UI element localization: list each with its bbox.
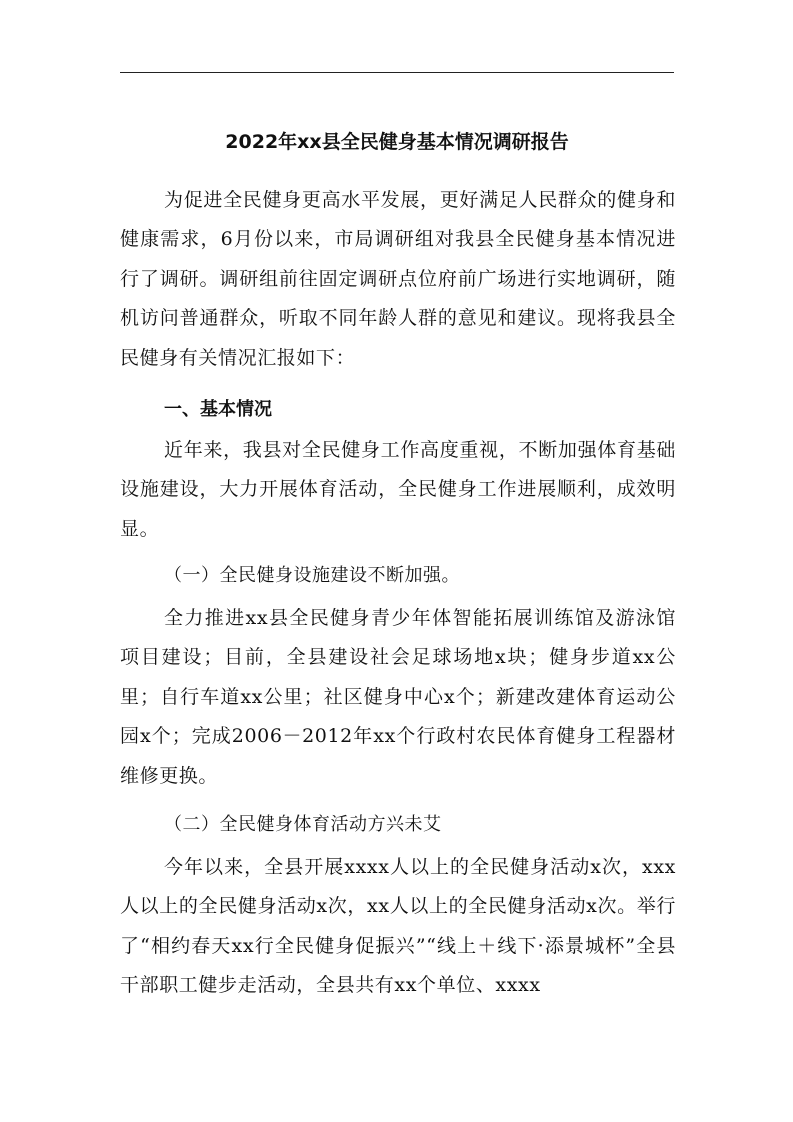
- subsection-2-paragraph: 今年以来，全县开展xxxx人以上的全民健身活动x次，xxx人以上的全民健身活动x次，xx人以上的全民健身活动x次。举行了“相约春天xx行全民健身促振兴”“线上＋线下·添景城杯”全县干部职工健步走活动，全县共有xx个单位、xxxx: [120, 856, 676, 997]
- subsection-heading-facilities: （一）全民健身设施建设不断加强。: [164, 565, 460, 586]
- section-heading-basic-situation: 一、基本情况: [164, 399, 272, 420]
- subsection-1-paragraph: 全力推进xx县全民健身青少年体智能拓展训练馆及游泳馆项目建设；目前，全县建设社会足球场地x块；健身步道xx公里；自行车道xx公里；社区健身中心x个；新建改建体育运动公园x个；完成2006－2012年xx个行政村农民体育健身工程器材维修更换。: [120, 607, 676, 787]
- header-rule: [120, 72, 674, 73]
- intro-paragraph: 为促进全民健身更高水平发展，更好满足人民群众的健身和健康需求，6月份以来，市局调研组对我县全民健身基本情况进行了调研。调研组前往固定调研点位府前广场进行实地调研，随机访问普通群众，听取不同年龄人群的意见和建议。现将我县全民健身有关情况汇报如下：: [120, 189, 676, 369]
- section-1-paragraph: 近年来，我县对全民健身工作高度重视，不断加强体育基础设施建设，大力开展体育活动，全民健身工作进展顺利，成效明显。: [120, 439, 676, 540]
- subsection-heading-activities: （二）全民健身体育活动方兴未艾: [164, 814, 442, 835]
- document-title: 2022年xx县全民健身基本情况调研报告: [225, 131, 569, 153]
